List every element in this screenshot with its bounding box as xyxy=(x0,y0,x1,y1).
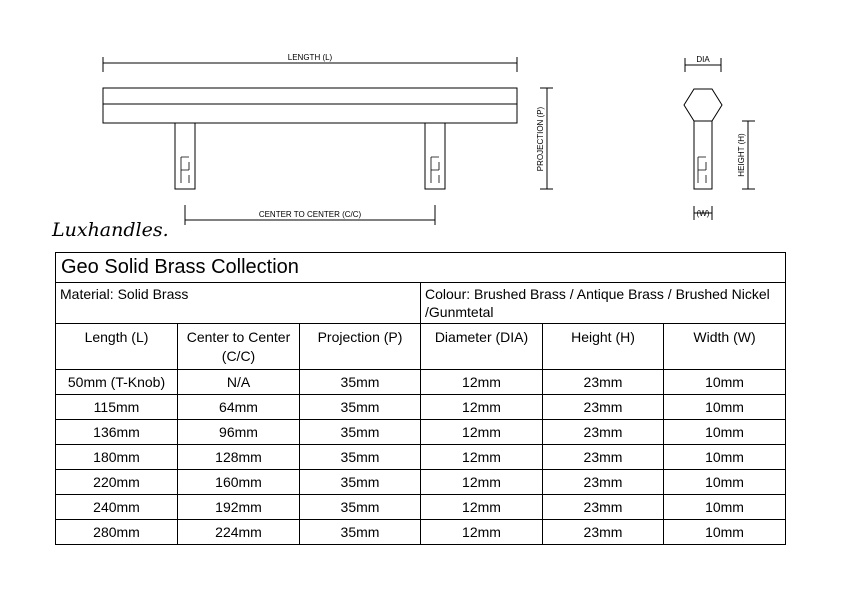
table-cell: 10mm xyxy=(664,370,786,395)
table-cell: 12mm xyxy=(421,520,543,545)
table-cell: N/A xyxy=(178,370,300,395)
header-height: Height (H) xyxy=(543,324,664,370)
header-center-to-center: Center to Center (C/C) xyxy=(178,324,300,370)
header-width: Width (W) xyxy=(664,324,786,370)
table-cell: 10mm xyxy=(664,445,786,470)
technical-drawing xyxy=(0,0,842,250)
table-title: Geo Solid Brass Collection xyxy=(56,253,786,283)
table-cell: 10mm xyxy=(664,495,786,520)
table-cell: 224mm xyxy=(178,520,300,545)
table-cell: 180mm xyxy=(56,445,178,470)
table-cell: 23mm xyxy=(543,445,664,470)
material-cell: Material: Solid Brass xyxy=(56,283,421,324)
table-cell: 12mm xyxy=(421,495,543,520)
table-cell: 35mm xyxy=(300,445,421,470)
spec-table xyxy=(55,252,786,545)
table-cell: 136mm xyxy=(56,420,178,445)
table-cell: 23mm xyxy=(543,420,664,445)
table-cell: 115mm xyxy=(56,395,178,420)
table-row xyxy=(56,520,786,545)
header-projection: Projection (P) xyxy=(300,324,421,370)
table-cell: 192mm xyxy=(178,495,300,520)
table-cell: 220mm xyxy=(56,470,178,495)
table-row xyxy=(56,395,786,420)
left-leg xyxy=(175,123,195,189)
header-row xyxy=(56,324,786,370)
table-cell: 128mm xyxy=(178,445,300,470)
table-cell: 35mm xyxy=(300,520,421,545)
table-cell: 10mm xyxy=(664,520,786,545)
table-cell: 23mm xyxy=(543,520,664,545)
dia-label: DIA xyxy=(696,55,710,64)
right-leg xyxy=(425,123,445,189)
table-cell: 23mm xyxy=(543,470,664,495)
height-label: HEIGHT (H) xyxy=(737,133,746,177)
table-cell: 23mm xyxy=(543,370,664,395)
table-row xyxy=(56,445,786,470)
table-cell: 10mm xyxy=(664,420,786,445)
brand-signature: Luxhandles. xyxy=(52,219,169,241)
header-diameter: Diameter (DIA) xyxy=(421,324,543,370)
table-cell: 160mm xyxy=(178,470,300,495)
table-cell: 10mm xyxy=(664,395,786,420)
table-cell: 64mm xyxy=(178,395,300,420)
center-to-center-label: CENTER TO CENTER (C/C) xyxy=(258,210,362,219)
table-cell: 23mm xyxy=(543,395,664,420)
table-cell: 12mm xyxy=(421,370,543,395)
table-cell: 280mm xyxy=(56,520,178,545)
table-cell: 50mm (T-Knob) xyxy=(56,370,178,395)
table-cell: 12mm xyxy=(421,395,543,420)
table-row xyxy=(56,370,786,395)
title-row xyxy=(56,253,786,283)
width-label: (W) xyxy=(696,209,710,218)
table-cell: 12mm xyxy=(421,470,543,495)
colour-cell: Colour: Brushed Brass / Antique Brass / Brushed Nickel /Gunmtetal xyxy=(421,283,786,324)
table-cell: 23mm xyxy=(543,495,664,520)
info-row xyxy=(56,283,786,324)
table-cell: 35mm xyxy=(300,420,421,445)
handle-bar-side-view xyxy=(103,88,517,123)
table-cell: 12mm xyxy=(421,445,543,470)
table-cell: 35mm xyxy=(300,470,421,495)
projection-label: PROJECTION (P) xyxy=(536,106,545,172)
table-row xyxy=(56,495,786,520)
table-cell: 12mm xyxy=(421,420,543,445)
table-cell: 10mm xyxy=(664,470,786,495)
table-cell: 35mm xyxy=(300,370,421,395)
table-cell: 35mm xyxy=(300,395,421,420)
header-length: Length (L) xyxy=(56,324,178,370)
length-label: LENGTH (L) xyxy=(287,53,333,62)
end-view-profile xyxy=(684,89,722,189)
table-cell: 96mm xyxy=(178,420,300,445)
table-cell: 35mm xyxy=(300,495,421,520)
table-cell: 240mm xyxy=(56,495,178,520)
table-row xyxy=(56,420,786,445)
table-row xyxy=(56,470,786,495)
